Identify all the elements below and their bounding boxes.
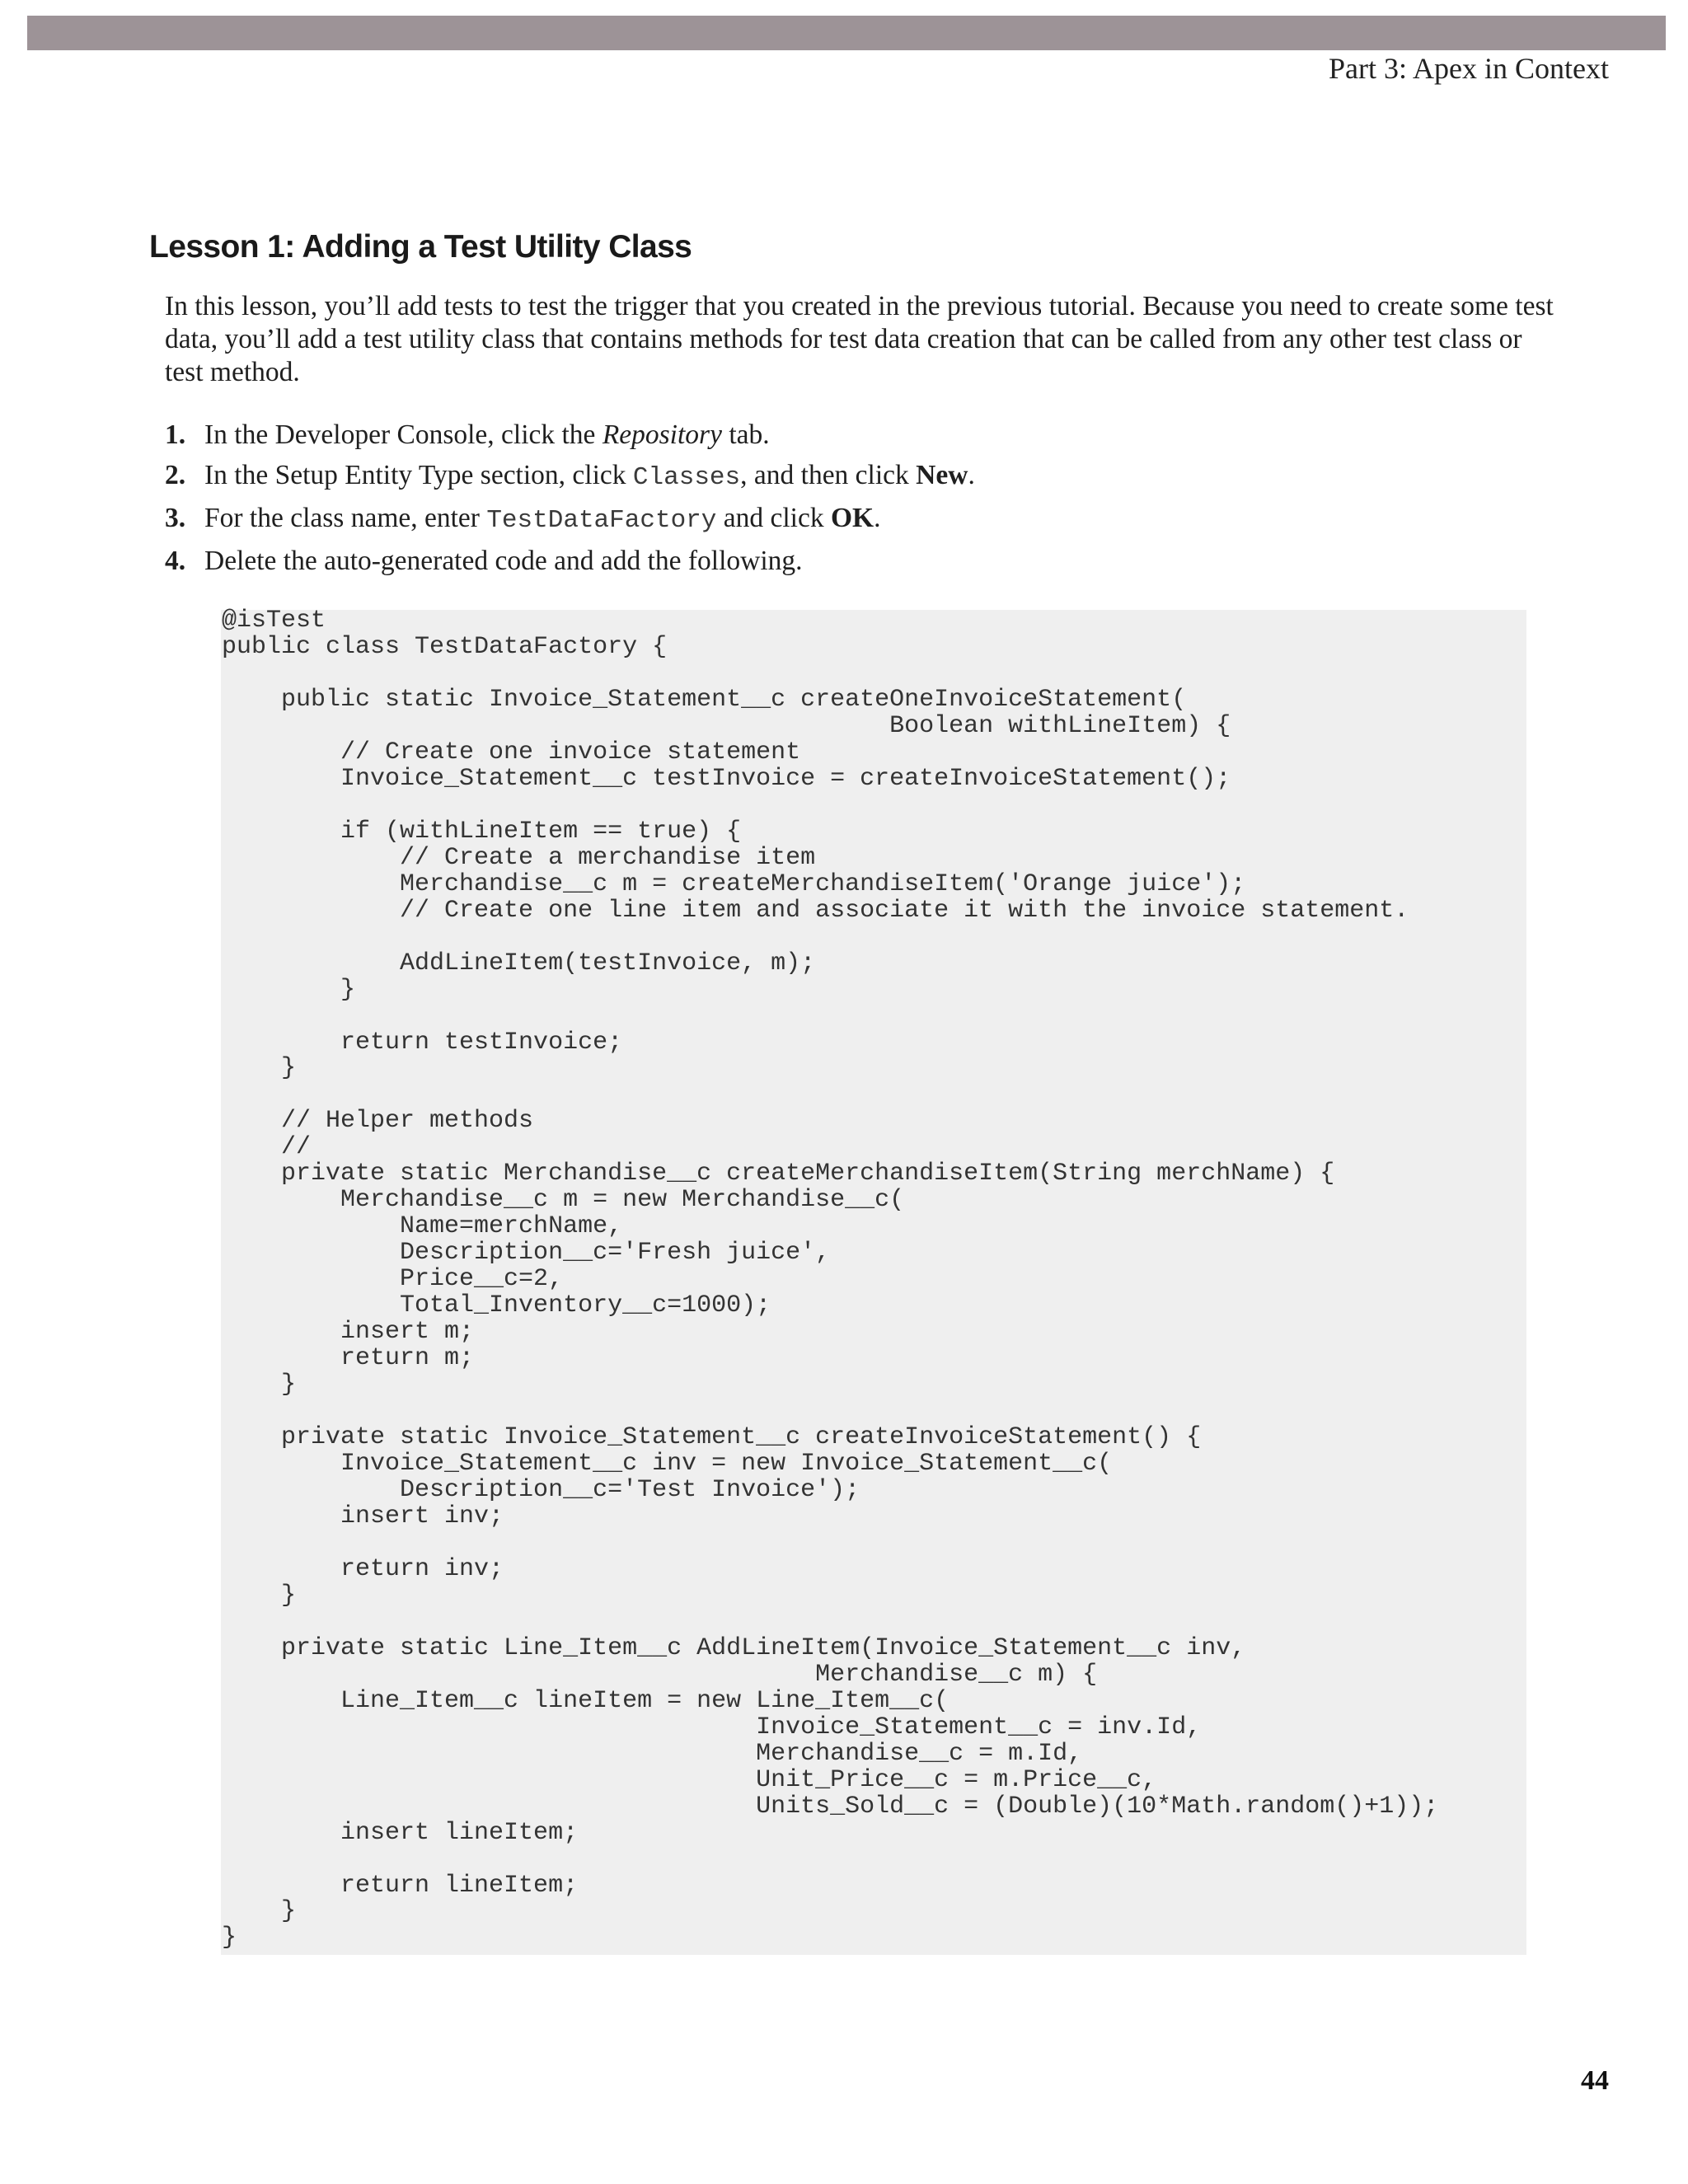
step-code: Classes — [632, 463, 741, 492]
header-bar — [27, 16, 1666, 50]
step-number: 4. — [165, 546, 186, 576]
step-text: and click — [716, 503, 831, 533]
step-text: In the Developer Console, click the — [204, 419, 603, 450]
step-text: tab. — [721, 419, 770, 450]
step-bold: OK — [830, 503, 874, 533]
page-number: 44 — [1581, 2065, 1609, 2096]
step-text: . — [874, 503, 881, 533]
step-text: Delete the auto-generated code and add the following. — [204, 546, 803, 576]
lesson-title: Lesson 1: Adding a Test Utility Class — [149, 229, 692, 265]
step-item — [165, 541, 975, 581]
step-item — [165, 455, 975, 498]
running-header: Part 3: Apex in Context — [1329, 52, 1609, 85]
step-number: 2. — [165, 460, 186, 490]
step-text: . — [968, 460, 975, 490]
step-bold: New — [916, 460, 968, 490]
steps-list — [165, 415, 975, 581]
intro-paragraph: In this lesson, you’ll add tests to test the trigger that you created in the previous tutorial. Because you need to create some test data, you’ll add a test utility class that contains methods for test data creation that can be called from any other test class or test method. — [165, 291, 1554, 387]
step-number: 1. — [165, 419, 186, 450]
code-listing: @isTest public class TestDataFactory { public static Invoice_Statement__c createOneInvoiceStatement( Boolean withLineItem) { // Create one invoice statement Invoice_Statement__c testInvoice = createInvoiceStatement(); if (withLineItem == true) { // Create a merchandise item Merchandise__c m = createMerchandiseItem('Orange juice'); // Create one line item and associate it with the invoice statement. AddLineItem(testInvoice, m); } return testInvoice; } // Helper methods // private static Merchandise__c createMerchandiseItem(String merchName) { Merchandise__c m = new Merchandise__c( Name=merchName, Description__c='Fresh juice', Price__c=2, Total_Inventory__c=1000); insert m; return m; } private static Invoice_Statement__c createInvoiceStatement() { Invoice_Statement__c inv = new Invoice_Statement__c( Description__c='Test Invoice'); insert inv; return inv; } private static Line_Item__c AddLineItem(Invoice_Statement__c inv, Merchandise__c m) { Line_Item__c lineItem = new Line_Item__c( Invoice_Statement__c = inv.Id, Merchandise__c = m.Id, Unit_Price__c = m.Price__c, Units_Sold__c = (Double)(10*Math.random()+1)); insert lineItem; return lineItem; } } — [222, 607, 1439, 1952]
step-number: 3. — [165, 503, 186, 533]
step-item — [165, 498, 975, 541]
step-emphasis: Repository — [602, 419, 722, 450]
step-text: In the Setup Entity Type section, click — [204, 460, 633, 490]
step-code: TestDataFactory — [486, 506, 717, 535]
step-item — [165, 415, 975, 455]
step-text: , and then click — [740, 460, 917, 490]
step-text: For the class name, enter — [204, 503, 487, 533]
